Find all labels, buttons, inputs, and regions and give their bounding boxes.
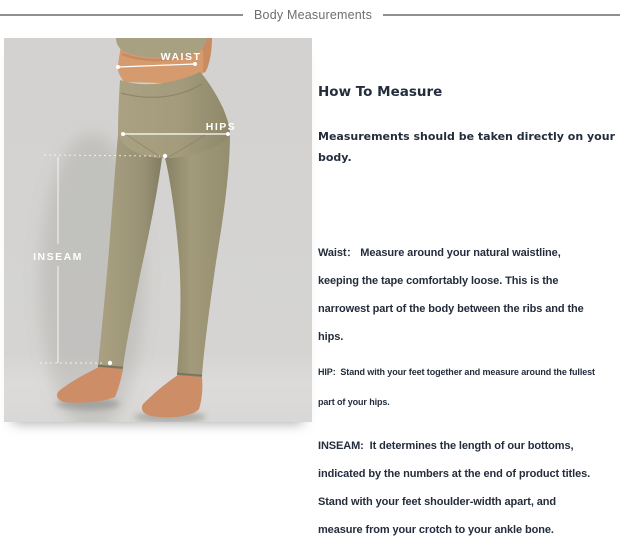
hips-label: HIPS (205, 121, 237, 133)
waist-dot-left (116, 65, 120, 69)
figure-svg (4, 38, 312, 422)
intro-paragraph: Measurements should be taken directly on your body. (318, 130, 615, 164)
section-header (0, 7, 628, 23)
hips-dot-left (121, 132, 125, 136)
waist-paragraph: Waist： Measure around your natural waistline, keeping the tape comfortably loose. This is the narrowest part of the body between the ribs and the hips. (318, 247, 584, 343)
hip-paragraph: HIP: Stand with your feet together and measure around the fullest part of your hips. (318, 367, 595, 407)
measurement-photo (4, 38, 312, 422)
waist-label: WAIST (160, 51, 202, 63)
inseam-paragraph: INSEAM: It determines the length of our bottoms, indicated by the numbers at the end of product titles. Stand with your feet shoulder-width apart, and measure from your crotch to your ankle bone. (318, 440, 591, 536)
how-to-measure-heading: How To Measure (318, 84, 443, 100)
section-title: Body Measurements (254, 8, 373, 22)
ankle-dot (108, 361, 112, 365)
divider-line-right (383, 14, 620, 16)
divider-line-left (0, 14, 243, 16)
crotch-dot (163, 154, 167, 158)
inseam-label: INSEAM (33, 251, 83, 263)
